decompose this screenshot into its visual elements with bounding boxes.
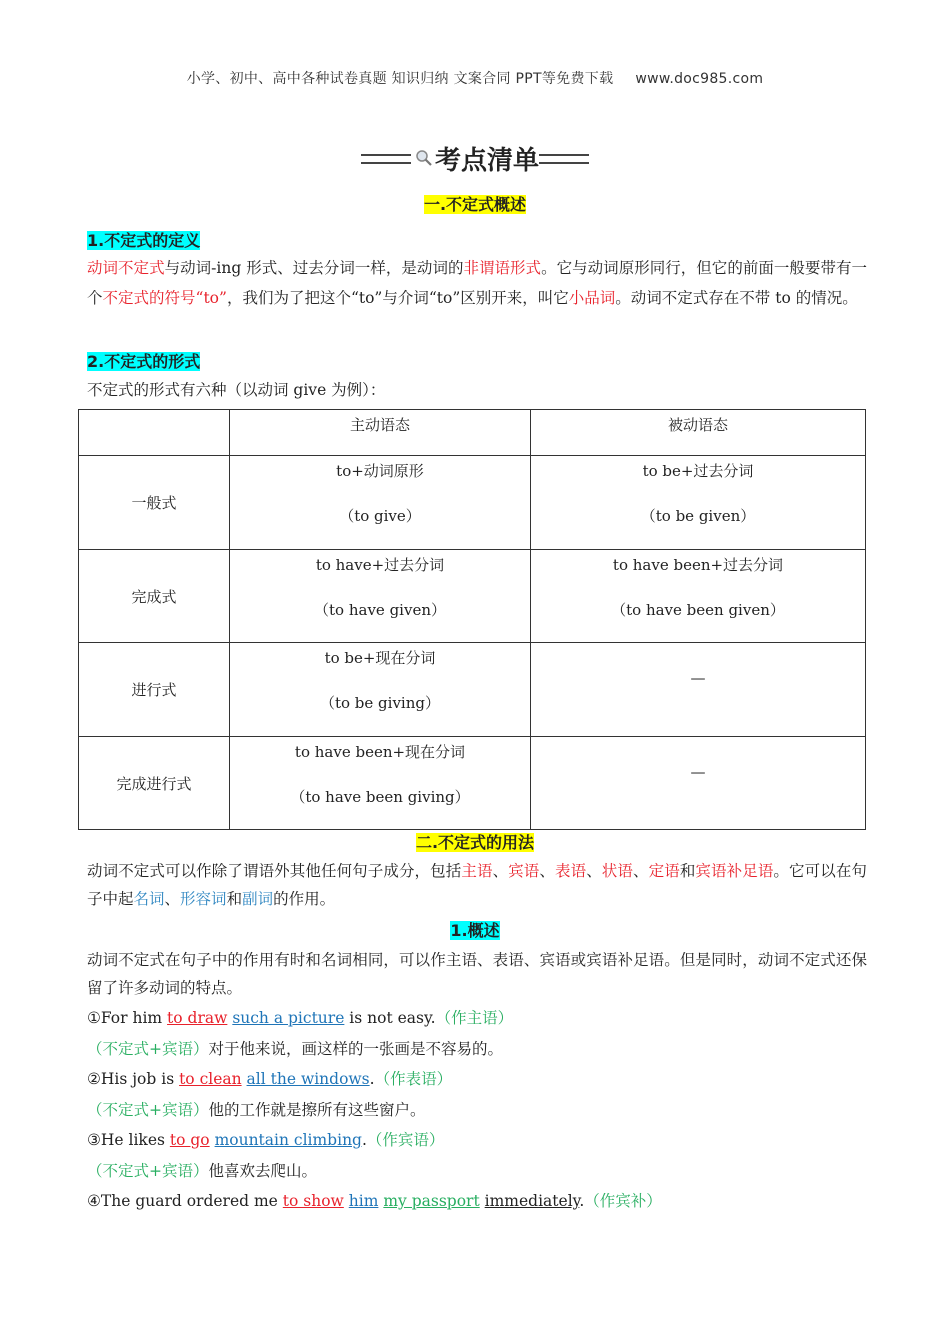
page-title [0,140,950,177]
row-name: 完成进行式 [79,737,230,830]
forms-intro: 不定式的形式有六种（以动词 give 为例）： [87,381,386,399]
s2-1-paragraph: 动词不定式在句子中的作用有时和名词相同，可以作主语、表语、宾语或宾语补足语。但是同时，动词不定式还保留了许多动词的特点。 [87,951,867,997]
row-name: 进行式 [79,643,230,737]
s2-1-heading: 1.概述 [450,921,500,940]
s1-1-heading: 1.不定式的定义 [87,231,201,250]
example-1: ①For him to draw such a picture is not easy.（作主语） [87,1009,514,1027]
s1-1-paragraph: 动词不定式与动词-ing 形式、过去分词一样，是动词的非谓语形式。它与动词原形同行，但它的前面一般要带有一个不定式的符号“to”，我们为了把这个“to”与介词“to”区别开来，叫它小品词。动词不定式存在不带 to 的情况。 [87,259,867,307]
table-header-row [79,410,866,456]
example-2-translation: （不定式+宾语）他的工作就是擦所有这些窗户。 [87,1101,426,1119]
example-4: ④The guard ordered me to show him my passport immediately.（作宾补） [87,1192,662,1210]
magnifier-icon [415,144,433,174]
col-active-header: 主动语态 [230,410,531,456]
table-corner-cell [79,410,230,456]
passive-cell: to have been+过去分词 （to have been given） [531,550,866,643]
table-row [79,643,866,737]
example-3-translation: （不定式+宾语）他喜欢去爬山。 [87,1162,318,1180]
header-site[interactable]: www.doc985.com [635,71,764,87]
s1-2-heading: 2.不定式的形式 [87,352,201,371]
example-3: ③He likes to go mountain climbing.（作宾语） [87,1131,445,1149]
row-name: 一般式 [79,456,230,550]
section1-heading: 一.不定式概述 [423,195,527,214]
active-cell: to have+过去分词 （to have given） [230,550,531,643]
col-passive-header: 被动语态 [531,410,866,456]
active-cell: to be+现在分词 （to be giving） [230,643,531,737]
infinitive-forms-table [78,409,866,830]
passive-cell: — [531,643,866,737]
section2-heading: 二.不定式的用法 [415,833,535,852]
example-1-translation: （不定式+宾语）对于他来说，画这样的一张画是不容易的。 [87,1040,504,1058]
title-left-decoration [361,154,411,164]
active-cell: to+动词原形 （to give） [230,456,531,550]
active-cell: to have been+现在分词 （to have been giving） [230,737,531,830]
header-text: 小学、初中、高中各种试卷真题 知识归纳 文案合同 PPT等免费下载 [186,71,614,87]
table-row [79,456,866,550]
table-row [79,550,866,643]
section2-paragraph: 动词不定式可以作除了谓语外其他任何句子成分，包括主语、宾语、表语、状语、定语和宾语补足语。它可以在句子中起名词、形容词和副词的作用。 [87,862,867,908]
title-right-decoration [539,154,589,164]
passive-cell: to be+过去分词 （to be given） [531,456,866,550]
title-text: 考点清单 [434,146,539,176]
page-header [0,68,950,88]
table-row [79,737,866,830]
passive-cell: — [531,737,866,830]
row-name: 完成式 [79,550,230,643]
example-2: ②His job is to clean all the windows.（作表语） [87,1070,453,1088]
